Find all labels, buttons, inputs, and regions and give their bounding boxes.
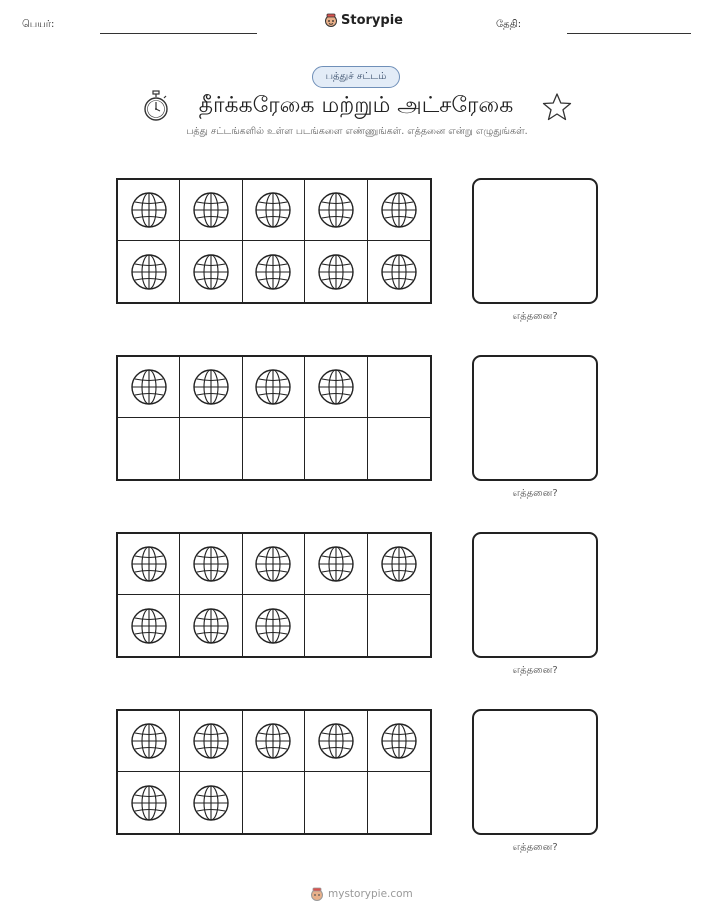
globe-icon <box>317 722 355 760</box>
frame-cell <box>118 595 180 656</box>
stopwatch-icon <box>142 90 170 122</box>
frame-cell <box>305 180 367 241</box>
frame-cell <box>305 595 367 656</box>
answer-box-1[interactable] <box>472 178 598 304</box>
frame-cell <box>305 772 367 833</box>
globe-icon <box>380 545 418 583</box>
frame-cell <box>243 595 305 656</box>
answer-box-4[interactable] <box>472 709 598 835</box>
globe-icon <box>130 191 168 229</box>
frame-cell <box>118 711 180 772</box>
frame-cell <box>180 711 242 772</box>
frame-cell <box>368 418 430 479</box>
mascot-icon <box>324 12 338 28</box>
globe-icon <box>380 253 418 291</box>
frame-cell <box>180 418 242 479</box>
frame-cell <box>368 180 430 241</box>
frame-cell <box>368 711 430 772</box>
globe-icon <box>317 253 355 291</box>
frame-cell <box>243 418 305 479</box>
footer-url[interactable]: mystorypie.com <box>328 888 413 900</box>
frame-cell <box>118 180 180 241</box>
frame-cell <box>368 534 430 595</box>
page-title: தீர்க்கரேகை மற்றும் அட்சரேகை <box>198 93 514 118</box>
frame-cell <box>180 772 242 833</box>
globe-icon <box>254 607 292 645</box>
topic-badge: பத்துச் சட்டம் <box>312 66 400 88</box>
answer-box-3[interactable] <box>472 532 598 658</box>
frame-cell <box>305 241 367 302</box>
ten-frame-1 <box>116 178 432 304</box>
logo-text: Storypie <box>341 12 403 28</box>
ten-frame-4 <box>116 709 432 835</box>
globe-icon <box>254 191 292 229</box>
frame-cell <box>368 357 430 418</box>
frame-cell <box>305 418 367 479</box>
frame-cell <box>118 534 180 595</box>
frame-cell <box>368 595 430 656</box>
frame-cell <box>243 180 305 241</box>
globe-icon <box>192 368 230 406</box>
globe-icon <box>254 253 292 291</box>
globe-icon <box>130 253 168 291</box>
frame-cell <box>243 534 305 595</box>
globe-icon <box>192 191 230 229</box>
star-icon <box>542 92 572 122</box>
frame-cell <box>180 180 242 241</box>
ten-frame-3 <box>116 532 432 658</box>
frame-cell <box>243 711 305 772</box>
ten-frame-2 <box>116 355 432 481</box>
globe-icon <box>254 722 292 760</box>
globe-icon <box>317 191 355 229</box>
frame-cell <box>180 357 242 418</box>
footer <box>310 886 413 902</box>
globe-icon <box>254 545 292 583</box>
globe-icon <box>130 368 168 406</box>
title-row <box>0 88 714 124</box>
name-label: பெயர்: <box>22 19 55 30</box>
answer-label-4: எத்தனை? <box>512 842 558 853</box>
instructions: பத்து சட்டங்களில் உள்ள படங்களை எண்ணுங்கள். எத்தனை என்று எழுதுங்கள். <box>186 126 528 137</box>
globe-icon <box>130 784 168 822</box>
globe-icon <box>192 784 230 822</box>
answer-label-3: எத்தனை? <box>512 665 558 676</box>
frame-cell <box>118 241 180 302</box>
frame-cell <box>180 534 242 595</box>
globe-icon <box>192 253 230 291</box>
globe-icon <box>380 191 418 229</box>
frame-cell <box>118 357 180 418</box>
frame-cell <box>243 241 305 302</box>
frame-cell <box>118 418 180 479</box>
globe-icon <box>317 545 355 583</box>
date-line <box>567 33 691 34</box>
frame-cell <box>180 595 242 656</box>
globe-icon <box>192 607 230 645</box>
globe-icon <box>254 368 292 406</box>
answer-box-2[interactable] <box>472 355 598 481</box>
frame-cell <box>180 241 242 302</box>
date-label: தேதி: <box>496 19 522 30</box>
frame-cell <box>243 772 305 833</box>
frame-cell <box>305 357 367 418</box>
frame-cell <box>305 711 367 772</box>
globe-icon <box>130 722 168 760</box>
globe-icon <box>317 368 355 406</box>
globe-icon <box>380 722 418 760</box>
answer-label-1: எத்தனை? <box>512 311 558 322</box>
frame-cell <box>368 241 430 302</box>
frame-cell <box>118 772 180 833</box>
mascot-icon <box>310 886 324 902</box>
answer-label-2: எத்தனை? <box>512 488 558 499</box>
frame-cell <box>368 772 430 833</box>
frame-cell <box>243 357 305 418</box>
globe-icon <box>192 722 230 760</box>
globe-icon <box>130 545 168 583</box>
name-line <box>100 33 257 34</box>
globe-icon <box>192 545 230 583</box>
frame-cell <box>305 534 367 595</box>
globe-icon <box>130 607 168 645</box>
storypie-logo <box>324 12 403 28</box>
